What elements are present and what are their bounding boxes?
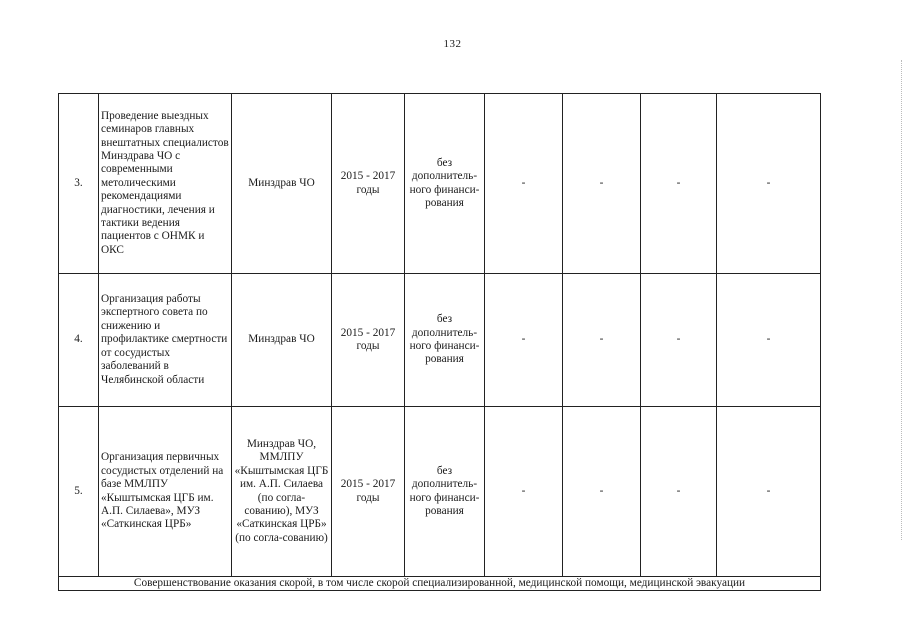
financing-source: без дополнитель-ного финанси-рования [405, 94, 485, 274]
funding-value: - [641, 94, 717, 274]
program-table [58, 93, 821, 591]
funding-value: - [563, 274, 641, 407]
event-name: Организация работы экспертного совета по снижению и профилактике смертности от сосудистых заболеваний в Челябинской области [99, 274, 232, 407]
executor: Минздрав ЧО, ММЛПУ «Кыштымская ЦГБ им. А.П. Силаева (по согла-сованию), МУЗ «Саткинская ЦРБ» (по согла-сованию) [232, 407, 332, 577]
funding-value: - [485, 94, 563, 274]
page-number: 132 [443, 38, 462, 50]
section-row [59, 577, 821, 591]
funding-value: - [563, 407, 641, 577]
executor: Минздрав ЧО [232, 94, 332, 274]
event-name: Проведение выездных семинаров главных внештатных специалистов Минздрава ЧО с современными метолическими рекомендациями диагностики, лечения и тактики ведения пациентов с ОНМК и ОКС [99, 94, 232, 274]
period: 2015 - 2017 годы [332, 94, 405, 274]
scan-edge-marks [897, 60, 902, 540]
table-row [59, 407, 821, 577]
funding-value: - [717, 407, 821, 577]
funding-value: - [641, 274, 717, 407]
funding-value: - [485, 407, 563, 577]
funding-value: - [717, 94, 821, 274]
table-row [59, 274, 821, 407]
funding-value: - [563, 94, 641, 274]
table-row [59, 94, 821, 274]
period: 2015 - 2017 годы [332, 407, 405, 577]
executor: Минздрав ЧО [232, 274, 332, 407]
financing-source: без дополнитель-ного финанси-рования [405, 407, 485, 577]
row-number: 5. [59, 407, 99, 577]
row-number: 4. [59, 274, 99, 407]
event-name: Организация первичных сосудистых отделений на базе ММЛПУ «Кыштымская ЦГБ им. А.П. Силаева», МУЗ «Саткинская ЦРБ» [99, 407, 232, 577]
funding-value: - [485, 274, 563, 407]
financing-source: без дополнитель-ного финанси-рования [405, 274, 485, 407]
row-number: 3. [59, 94, 99, 274]
period: 2015 - 2017 годы [332, 274, 405, 407]
funding-value: - [717, 274, 821, 407]
funding-value: - [641, 407, 717, 577]
section-heading: Совершенствование оказания скорой, в том числе скорой специализированной, медицинской помощи, медицинской эвакуации [59, 577, 821, 591]
